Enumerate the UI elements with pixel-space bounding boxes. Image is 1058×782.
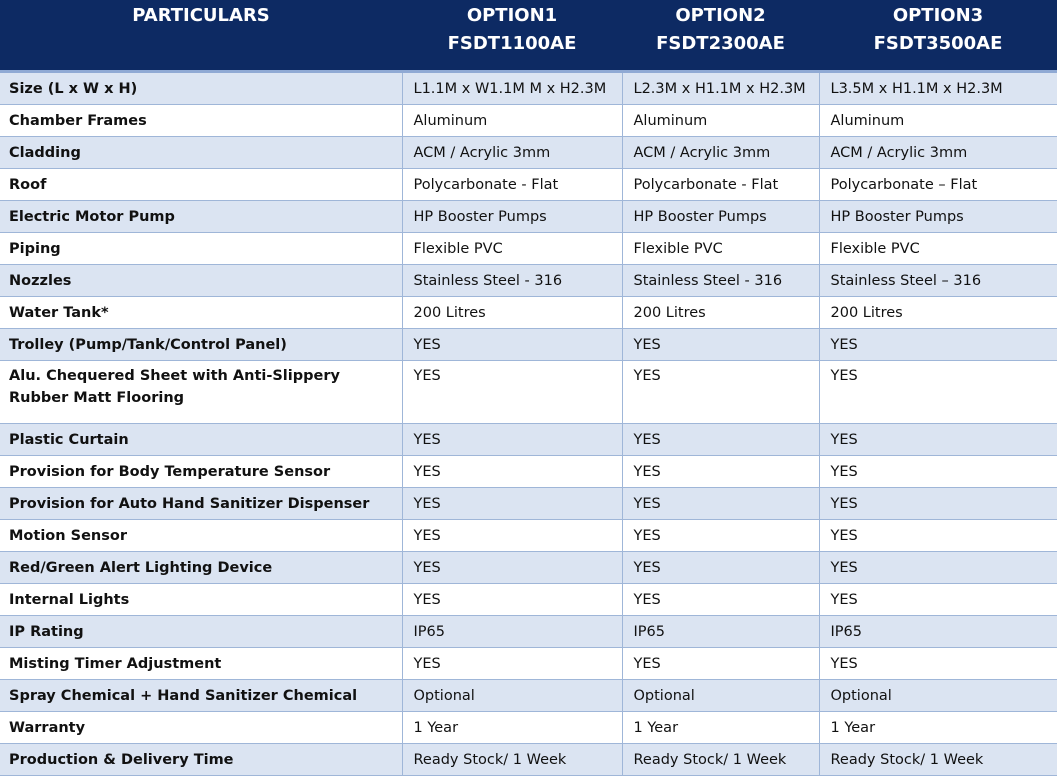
option-3-value: IP65 <box>819 616 1057 648</box>
option-2-value: YES <box>622 648 819 680</box>
option-3-value: YES <box>819 361 1057 424</box>
row-label: Warranty <box>0 712 402 744</box>
option-2-value: 200 Litres <box>622 297 819 329</box>
option-1-value: YES <box>402 584 622 616</box>
option-2-value: YES <box>622 329 819 361</box>
option-2-value: YES <box>622 552 819 584</box>
option-1-value: Optional <box>402 680 622 712</box>
row-label: Piping <box>0 233 402 265</box>
row-label: Misting Timer Adjustment <box>0 648 402 680</box>
option-1-value: YES <box>402 648 622 680</box>
option-3-value: Optional <box>819 680 1057 712</box>
table-row <box>0 169 1057 201</box>
row-label: Motion Sensor <box>0 520 402 552</box>
row-label: Alu. Chequered Sheet with Anti-Slippery Rubber Matt Flooring <box>0 361 402 424</box>
table-row <box>0 72 1057 105</box>
table-row <box>0 712 1057 744</box>
option-2-value: Optional <box>622 680 819 712</box>
option-3-value: HP Booster Pumps <box>819 201 1057 233</box>
row-label: Water Tank* <box>0 297 402 329</box>
option-2-value: YES <box>622 361 819 424</box>
option-3-value: ACM / Acrylic 3mm <box>819 137 1057 169</box>
table-row <box>0 329 1057 361</box>
header-row <box>0 0 1057 72</box>
option-2-value: L2.3M x H1.1M x H2.3M <box>622 72 819 105</box>
option-2-value: YES <box>622 424 819 456</box>
table-row <box>0 680 1057 712</box>
table-row <box>0 584 1057 616</box>
option-3-value: YES <box>819 329 1057 361</box>
table-row <box>0 201 1057 233</box>
option-1-value: Aluminum <box>402 105 622 137</box>
option-3-value: YES <box>819 584 1057 616</box>
row-label: Electric Motor Pump <box>0 201 402 233</box>
option-3-value: YES <box>819 648 1057 680</box>
option-2-value: YES <box>622 488 819 520</box>
option-2-value: Flexible PVC <box>622 233 819 265</box>
option-1-value: YES <box>402 424 622 456</box>
option-1-value: YES <box>402 361 622 424</box>
option-3-value: 200 Litres <box>819 297 1057 329</box>
option-3-value: Flexible PVC <box>819 233 1057 265</box>
table-row <box>0 424 1057 456</box>
option-model: FSDT2300AE <box>656 33 785 54</box>
option-2-value: Ready Stock/ 1 Week <box>622 744 819 776</box>
option-1-value: YES <box>402 456 622 488</box>
option-label: OPTION2 <box>675 5 766 26</box>
table-row <box>0 265 1057 297</box>
option-1-value: YES <box>402 520 622 552</box>
table-row <box>0 488 1057 520</box>
option-label: OPTION1 <box>466 5 558 26</box>
option-2-value: HP Booster Pumps <box>622 201 819 233</box>
option-1-value: 200 Litres <box>402 297 622 329</box>
table-row <box>0 361 1057 424</box>
header-option-2 <box>622 0 819 72</box>
table-row <box>0 616 1057 648</box>
option-3-value: 1 Year <box>819 712 1057 744</box>
row-label: Provision for Auto Hand Sanitizer Dispenser <box>0 488 402 520</box>
row-label: IP Rating <box>0 616 402 648</box>
option-3-value: Polycarbonate – Flat <box>819 169 1057 201</box>
option-2-value: ACM / Acrylic 3mm <box>622 137 819 169</box>
row-label: Size (L x W x H) <box>0 72 402 105</box>
row-label: Red/Green Alert Lighting Device <box>0 552 402 584</box>
table-row <box>0 297 1057 329</box>
option-1-value: Ready Stock/ 1 Week <box>402 744 622 776</box>
table-row <box>0 456 1057 488</box>
option-1-value: 1 Year <box>402 712 622 744</box>
option-1-value: HP Booster Pumps <box>402 201 622 233</box>
option-2-value: IP65 <box>622 616 819 648</box>
row-label: Roof <box>0 169 402 201</box>
header-option-1 <box>402 0 622 72</box>
table-row <box>0 648 1057 680</box>
option-3-value: L3.5M x H1.1M x H2.3M <box>819 72 1057 105</box>
row-label: Trolley (Pump/Tank/Control Panel) <box>0 329 402 361</box>
row-label: Cladding <box>0 137 402 169</box>
option-3-value: YES <box>819 424 1057 456</box>
header-option-3 <box>819 0 1057 72</box>
table-row <box>0 552 1057 584</box>
row-label: Chamber Frames <box>0 105 402 137</box>
option-3-value: YES <box>819 456 1057 488</box>
option-1-value: Stainless Steel - 316 <box>402 265 622 297</box>
option-2-value: YES <box>622 520 819 552</box>
table-row <box>0 105 1057 137</box>
table-row <box>0 137 1057 169</box>
option-3-value: Stainless Steel – 316 <box>819 265 1057 297</box>
option-3-value: YES <box>819 552 1057 584</box>
header-particulars: PARTICULARS <box>0 0 402 72</box>
option-2-value: Aluminum <box>622 105 819 137</box>
table-row <box>0 233 1057 265</box>
option-1-value: L1.1M x W1.1M M x H2.3M <box>402 72 622 105</box>
option-1-value: ACM / Acrylic 3mm <box>402 137 622 169</box>
option-1-value: Polycarbonate - Flat <box>402 169 622 201</box>
option-2-value: Stainless Steel - 316 <box>622 265 819 297</box>
table-header <box>0 0 1057 72</box>
option-3-value: Ready Stock/ 1 Week <box>819 744 1057 776</box>
option-1-value: YES <box>402 488 622 520</box>
option-3-value: YES <box>819 488 1057 520</box>
option-model: FSDT3500AE <box>873 33 1003 54</box>
row-label: Spray Chemical + Hand Sanitizer Chemical <box>0 680 402 712</box>
table-row <box>0 520 1057 552</box>
row-label: Nozzles <box>0 265 402 297</box>
option-2-value: YES <box>622 584 819 616</box>
option-3-value: Aluminum <box>819 105 1057 137</box>
option-2-value: Polycarbonate - Flat <box>622 169 819 201</box>
row-label: Provision for Body Temperature Sensor <box>0 456 402 488</box>
row-label: Internal Lights <box>0 584 402 616</box>
option-model: FSDT1100AE <box>447 33 577 54</box>
option-1-value: YES <box>402 329 622 361</box>
option-label: OPTION3 <box>892 5 984 26</box>
option-1-value: YES <box>402 552 622 584</box>
option-1-value: Flexible PVC <box>402 233 622 265</box>
option-2-value: YES <box>622 456 819 488</box>
option-2-value: 1 Year <box>622 712 819 744</box>
row-label: Plastic Curtain <box>0 424 402 456</box>
row-label: Production & Delivery Time <box>0 744 402 776</box>
option-1-value: IP65 <box>402 616 622 648</box>
option-3-value: YES <box>819 520 1057 552</box>
table-body <box>0 72 1057 776</box>
table-row <box>0 744 1057 776</box>
